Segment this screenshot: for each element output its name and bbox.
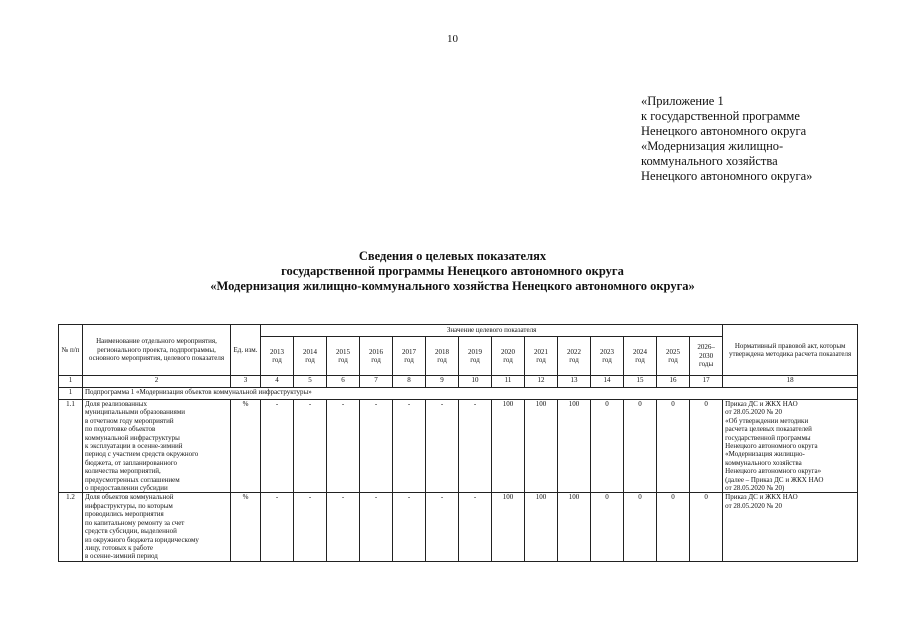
indicator-name-line: по капитальному ремонту за счет [85,518,185,527]
column-number: 6 [327,376,360,388]
header-year [591,337,624,376]
act-line: «Об утверждении методики [725,416,809,425]
header-year-value: 2025 [666,347,680,356]
indicator-name-line: из окружного бюджета юридическому [85,535,199,544]
indicator-name-line: к эксплуатации в осенне-зимний [85,442,183,451]
column-numbers-row [59,376,858,388]
header-year [690,337,723,376]
column-number: 3 [231,376,261,388]
header-year-suffix: год [371,356,381,364]
act-line: «Модернизация жилищно- [725,450,805,459]
section-title: Подпрограмма 1 «Модернизация объектов коммунальной инфраструктуры» [83,388,858,400]
header-year-value: 2020 [501,347,515,356]
header-year [393,337,426,376]
indicator-name-line: период с участием средств окружного [85,450,199,459]
act-line: Ненецкого автономного округа» [725,467,822,476]
header-year-suffix: год [635,356,645,364]
value-cell: 0 [624,493,657,561]
indicator-name-line: бюджета, от запланированного [85,458,177,467]
value-cell: 0 [624,400,657,493]
header-year-suffix: год [536,356,546,364]
header-year-suffix: год [602,356,612,364]
data-rows [59,400,858,562]
column-number: 13 [558,376,591,388]
header-year-value: 2019 [468,347,482,356]
column-number: 7 [360,376,393,388]
value-cell: 100 [492,493,525,561]
column-number: 4 [261,376,294,388]
page-number: 10 [447,33,458,45]
indicator-name [83,493,231,561]
value-cell: 0 [591,400,624,493]
header-year-value: 2014 [303,347,317,356]
value-cell: 0 [690,493,723,561]
value-cell: 100 [525,493,558,561]
row-number: 1.1 [59,400,83,493]
header-year-value: 2023 [600,347,614,356]
header-year [426,337,459,376]
header-year [558,337,591,376]
act-cell [723,493,858,561]
header-year-suffix: год [503,356,513,364]
header-year-value: 2018 [435,347,449,356]
column-number: 1 [59,376,83,388]
header-year [360,337,393,376]
act-line: расчета целевых показателей [725,425,812,434]
value-cell: 100 [525,400,558,493]
appendix-block [641,94,812,184]
indicator-name-line: проводились мероприятия [85,510,164,519]
header-year [294,337,327,376]
header-year [261,337,294,376]
column-number: 17 [690,376,723,388]
header-number: № п/п [59,325,83,376]
value-cell: 0 [657,400,690,493]
value-cell: - [327,400,360,493]
column-number: 10 [459,376,492,388]
value-cell: - [294,493,327,561]
value-cell: - [261,400,294,493]
value-cell: 100 [492,400,525,493]
indicator-name-line: в осенне-зимний период [85,552,158,561]
row-number: 1.2 [59,493,83,561]
indicator-name-line: средств субсидии, выделенной [85,527,177,536]
title-line: государственной программы Ненецкого автономного округа [281,264,624,278]
value-cell: - [360,493,393,561]
value-cell: - [294,400,327,493]
header-year-suffix: год [305,356,315,364]
header-act: Нормативный правовой акт, которым утверждена методика расчета показателя [723,325,858,376]
unit-cell: % [231,493,261,561]
title-line: Сведения о целевых показателях [358,249,547,263]
act-line: Ненецкого автономного округа [725,442,818,451]
header-year-value: 2016 [369,347,383,356]
indicator-name-line: инфраструктуры, по которым [85,501,173,510]
header-year-value: 2013 [270,347,284,356]
header-year-suffix: год [437,356,447,364]
header-year-suffix: год [668,356,678,364]
column-number: 5 [294,376,327,388]
value-cell: 0 [657,493,690,561]
header-year-value: 2024 [633,347,647,356]
value-cell: - [393,400,426,493]
header-unit: Ед. изм. [231,325,261,376]
indicator-name-line: Доля объектов коммунальной [85,493,174,502]
act-line: Приказ ДС и ЖКХ НАО [725,493,798,502]
value-cell: - [459,400,492,493]
header-year [624,337,657,376]
appendix-line: «Модернизация жилищно- [641,139,784,153]
table-row [59,493,858,561]
value-cell: - [327,493,360,561]
value-cell: - [261,493,294,561]
act-line: от 28.05.2020 № 20 [725,501,783,510]
column-number: 2 [83,376,231,388]
header-year [492,337,525,376]
header-year-suffix: год [569,356,579,364]
column-number: 12 [525,376,558,388]
section-number: 1 [59,388,83,400]
table-row [59,400,858,493]
indicator-name-line: предусмотренных соглашением [85,475,180,484]
act-line: (далее – Приказ ДС и ЖКХ НАО [725,475,824,484]
column-number: 11 [492,376,525,388]
appendix-line: Ненецкого автономного округа [641,124,807,138]
value-cell: - [426,493,459,561]
header-year-suffix: год [272,356,282,364]
appendix-line: «Приложение 1 [641,94,724,108]
act-line: государственной программы [725,433,811,442]
value-cell: 0 [690,400,723,493]
header-year [459,337,492,376]
value-cell: - [393,493,426,561]
header-year-suffix: год [404,356,414,364]
header-year [327,337,360,376]
indicator-name [83,400,231,493]
header-year-value: 2017 [402,347,416,356]
header-year-suffix: годы [698,360,714,369]
value-cell: - [459,493,492,561]
act-line: от 28.05.2020 № 20 [725,408,783,417]
header-year [525,337,558,376]
act-line: коммунального хозяйства [725,458,802,467]
header-year-value: 2022 [567,347,581,356]
column-number: 14 [591,376,624,388]
act-line: от 28.05.2020 № 20) [725,484,785,493]
column-number: 8 [393,376,426,388]
value-cell: 100 [558,400,591,493]
header-year-value: 2015 [336,347,350,356]
header-year-suffix: год [470,356,480,364]
value-cell: - [426,400,459,493]
value-cell: 100 [558,493,591,561]
indicator-name-line: муниципальными образованиями [85,408,185,417]
header-year-value: 2026– 2030 [697,343,715,360]
act-line: Приказ ДС и ЖКХ НАО [725,400,798,408]
document-title [0,249,905,294]
column-number: 15 [624,376,657,388]
unit-cell: % [231,400,261,493]
title-line: «Модернизация жилищно-коммунального хозяйства Ненецкого автономного округа» [210,279,695,293]
appendix-line: коммунального хозяйства [641,154,778,168]
appendix-line: Ненецкого автономного округа» [641,169,813,183]
indicator-name-line: Доля реализованных [85,400,147,408]
indicator-name-line: о предоставлении субсидии [85,484,168,493]
value-cell: 0 [591,493,624,561]
indicator-name-line: количества мероприятий, [85,467,161,476]
column-number: 18 [723,376,858,388]
value-cell: - [360,400,393,493]
act-cell [723,400,858,493]
header-values-group: Значение целевого показателя [261,325,723,337]
column-number: 16 [657,376,690,388]
column-number: 9 [426,376,459,388]
header-name: Наименование отдельного мероприятия, регионального проекта, подпрограммы, основного мероприятия, целевого показателя [83,325,231,376]
header-year-suffix: год [338,356,348,364]
section-row [59,388,858,400]
indicator-name-line: лицу, готовых к работе [85,543,154,552]
indicators-table [58,324,858,562]
header-year [657,337,690,376]
appendix-line: к государственной программе [641,109,800,123]
header-year-value: 2021 [534,347,548,356]
indicator-name-line: в отчетном году мероприятий [85,416,174,425]
indicator-name-line: по подготовке объектов [85,425,156,434]
indicator-name-line: коммунальной инфраструктуры [85,433,180,442]
